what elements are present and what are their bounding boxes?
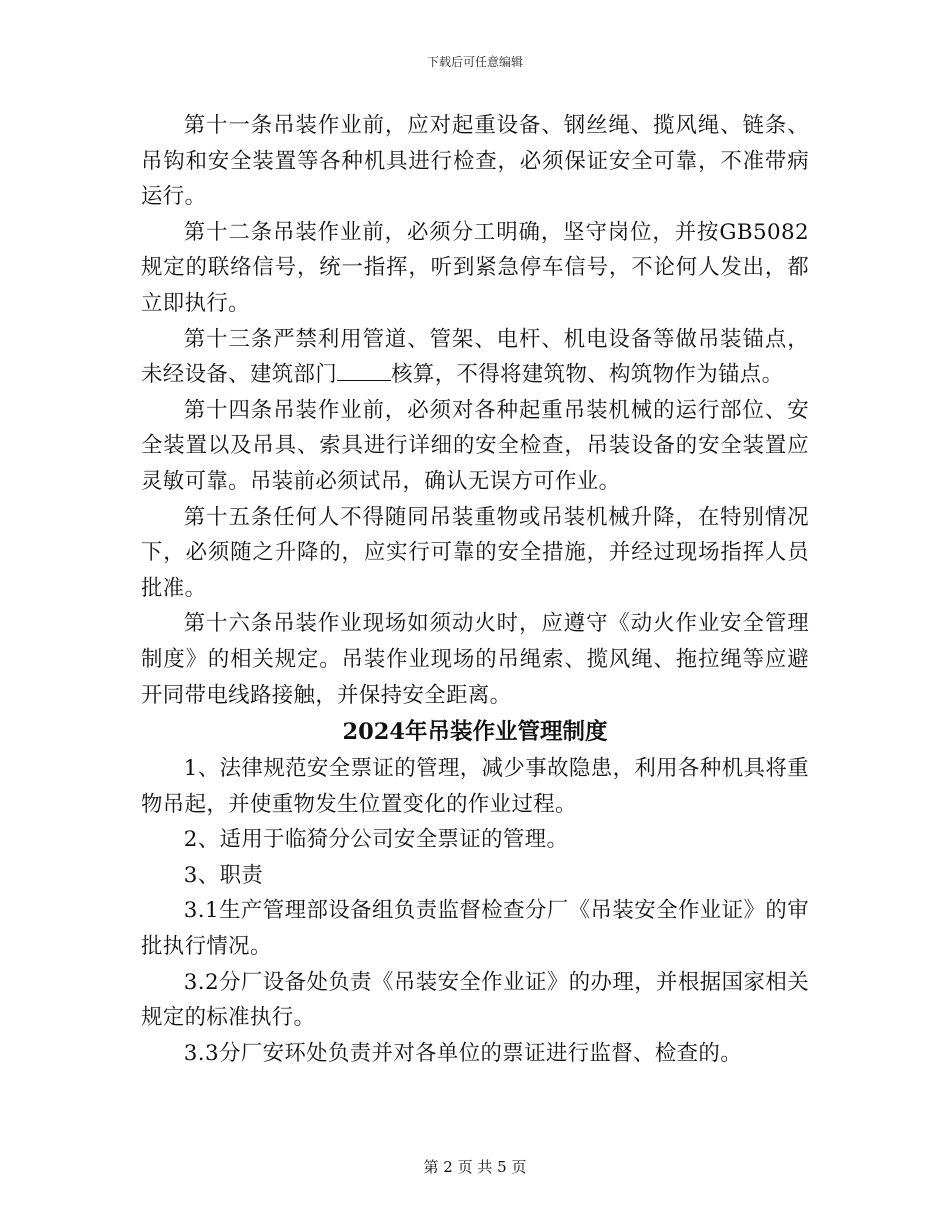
- item-2: 2、适用于临猗分公司安全票证的管理。: [183, 827, 569, 853]
- fill-in-blank: [337, 360, 391, 381]
- item-3: 3、职责: [183, 862, 264, 888]
- article-13: [141, 322, 809, 393]
- section-title: 2024年吊装作业管理制度: [342, 719, 608, 746]
- article-11: 第十一条吊装作业前，应对起重设备、钢丝绳、揽风绳、链条、吊钩和安全装置等各种机具进行检查，必须保证安全可靠，不准带病运行。: [141, 113, 809, 210]
- article-16: 第十六条吊装作业现场如须动火时，应遵守《动火作业安全管理制度》的相关规定。吊装作业现场的吊绳索、揽风绳、拖拉绳等应避开同带电线路接触，并保持安全距离。: [141, 611, 809, 708]
- item-1: 1、法律规范安全票证的管理，减少事故隐患，利用各种机具将重物吊起，并使重物发生位置变化的作业过程。: [141, 756, 809, 817]
- page-footer: 第 2 页 共 5 页: [423, 1158, 527, 1176]
- article-13-part1: 第十三条严禁利用管道、管架、电杆、机电设备等做吊装锚点，未经设备、建筑部门: [141, 326, 809, 388]
- item-3-1: 3.1生产管理部设备组负责监督检查分厂《吊装安全作业证》的审批执行情况。: [141, 898, 809, 960]
- item-3-3: 3.3分厂安环处负责并对各单位的票证进行监督、检查的。: [183, 1040, 742, 1066]
- article-15: 第十五条任何人不得随同吊装重物或吊装机械升降，在特别情况下，必须随之升降的，应实行可靠的安全措施，并经过现场指挥人员批准。: [141, 504, 809, 601]
- item-3-2: 3.2分厂设备处负责《吊装安全作业证》的办理，并根据国家相关规定的标准执行。: [141, 969, 809, 1031]
- document-body: [141, 108, 809, 1071]
- article-13-part2: 核算，不得将建筑物、构筑物作为锚点。: [391, 362, 784, 388]
- article-14: 第十四条吊装作业前，必须对各种起重吊装机械的运行部位、安全装置以及吊具、索具进行详细的安全检查，吊装设备的安全装置应灵敏可靠。吊装前必须试吊，确认无误方可作业。: [141, 397, 809, 494]
- page-header: 下载后可任意编辑: [426, 55, 523, 69]
- article-12: 第十二条吊装作业前，必须分工明确，坚守岗位，并按GB5082规定的联络信号，统一指挥，听到紧急停车信号，不论何人发出，都立即执行。: [141, 219, 809, 316]
